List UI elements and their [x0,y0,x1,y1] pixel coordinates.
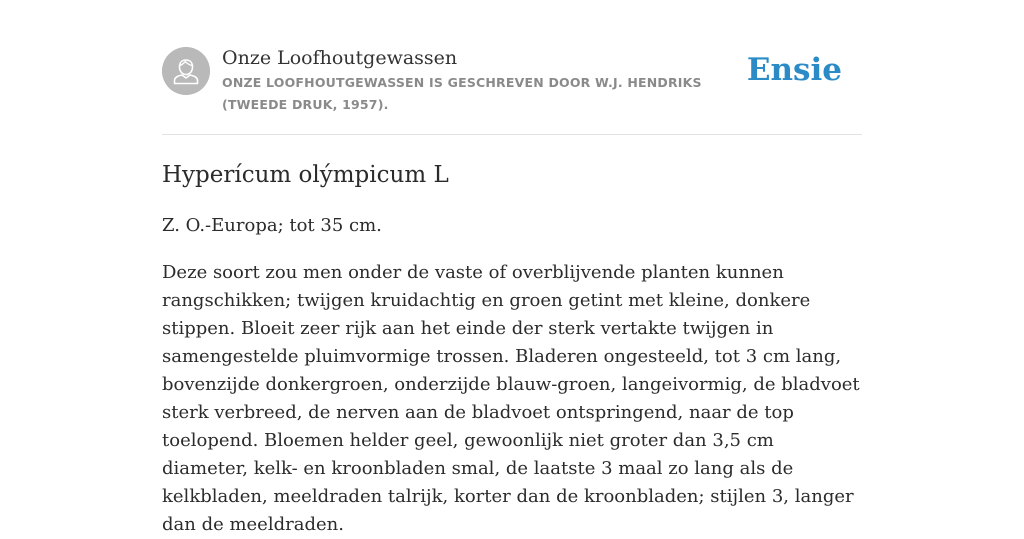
user-icon [162,47,210,95]
brand-logo[interactable]: Ensie [746,52,842,88]
avatar[interactable] [162,47,210,95]
entry-paragraph: Z. O.-Europa; tot 35 cm. [162,215,382,236]
source-header [162,0,862,135]
entry-paragraph: Deze soort zou men onder de vaste of overblijvende planten kunnen rangschikken; twijgen kruidachtig en groen getint met kleine, donkere stippen. Bloeit zeer rijk aan het einde der sterk vertakte twijgen in samengestelde pluimvormige trossen. Bladeren ongesteeld, tot 3 cm lang, bovenzijde donkergroen, onderzijde blauw-groen, langeivormig, de bladvoet sterk verbreed, de nerven aan de bladvoet ontspringend, naar de top toelopend. Bloemen helder geel, gewoonlijk niet groter dan 3,5 cm diameter, kelk- en kroonbladen smal, de laatste 3 maal zo lang als de kelkbladen, meeldraden talrijk, korter dan de kroonbladen; stijlen 3, langer dan de meeldraden. [162,262,860,535]
entry-title: Hyperícum olýmpicum L [162,162,449,188]
source-description: ONZE LOOFHOUTGEWASSEN IS GESCHREVEN DOOR W.J. HENDRIKS (TWEEDE DRUK, 1957). [222,75,702,112]
page-content [162,0,862,535]
source-title[interactable]: Onze Loofhoutgewassen [222,47,458,69]
